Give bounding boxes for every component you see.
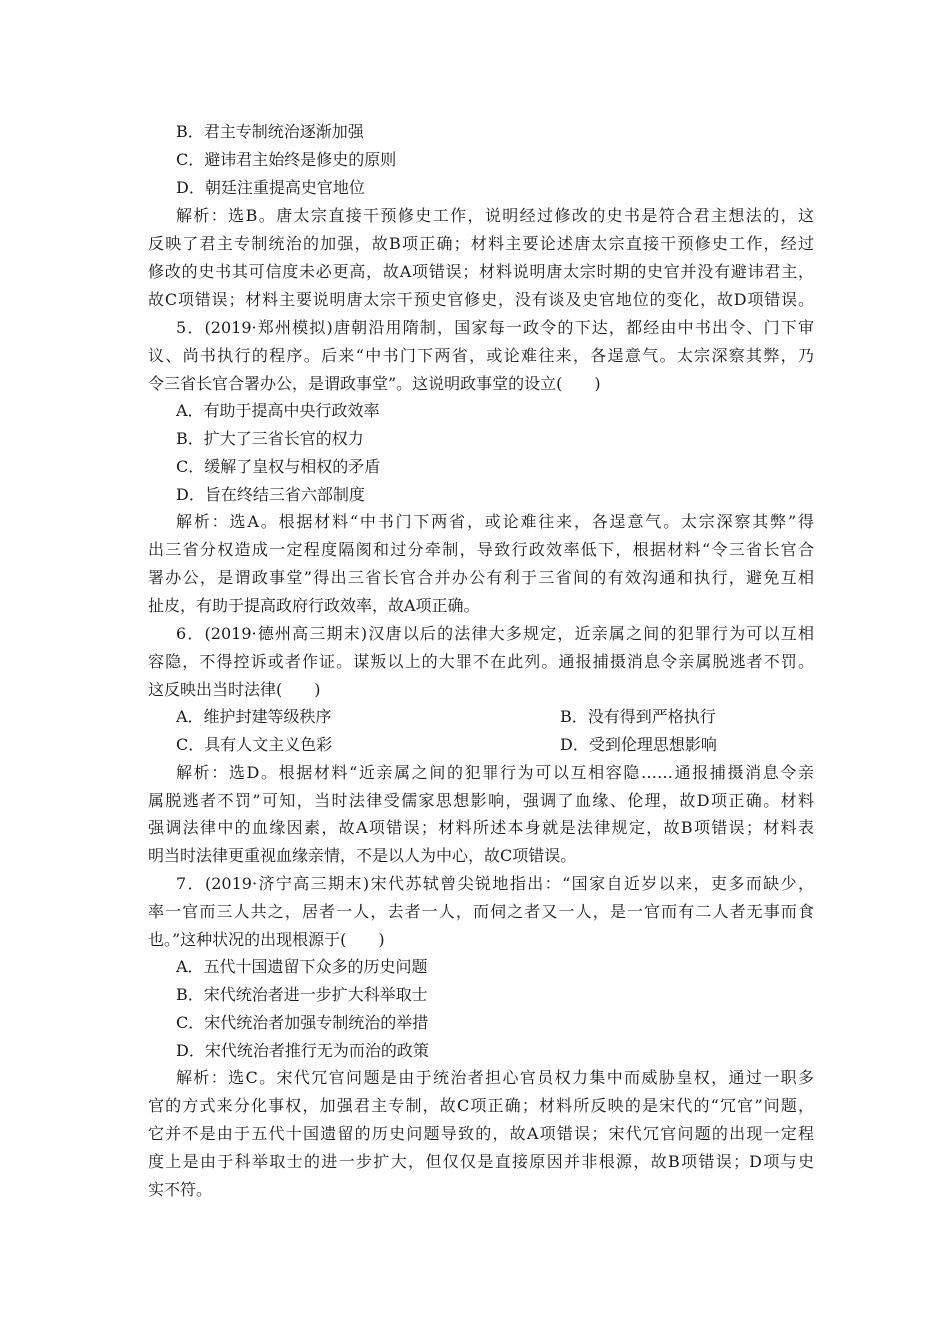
q7-stem-line: 也。”这种状况的出现根源于( ) xyxy=(148,930,385,949)
q4-analysis-line: 修改的史书其可信度未必更高，故A项错误；材料说明唐太宗时期的史官并没有避讳君主， xyxy=(148,262,814,281)
q6-analysis-line: 属脱逃者不罚”可知，当时法律受儒家思想影响，强调了血缘、伦理，故D项正确。材料 xyxy=(148,791,814,810)
q5-option-b: B．扩大了三省长官的权力 xyxy=(176,429,364,448)
q5-stem-line: 令三省长官合署办公，是谓政事堂”。这说明政事堂的设立( ) xyxy=(148,374,601,393)
q5-analysis-line: 扯皮，有助于提高政府行政效率，故A项正确。 xyxy=(148,596,480,615)
q7-stem-line: 率一官而三人共之，居者一人，去者一人，而伺之者又一人，是一官而有二人者无事而食 xyxy=(148,902,814,921)
q6-analysis-line: 明当时法律更重视血缘亲情，不是以人为中心，故C项错误。 xyxy=(148,846,577,865)
q5-analysis-line: 署办公，是谓政事堂”得出三省长官合并办公有利于三省间的有效沟通和执行，避免互相 xyxy=(148,568,814,587)
q5-option-a: A．有助于提高中央行政效率 xyxy=(176,401,380,420)
q7-analysis-line: 官的方式来分化事权，加强君主专制，故C项正确；材料所反映的是宋代的“冗官”问题， xyxy=(148,1096,814,1115)
q7-option-b: B．宋代统治者进一步扩大科举取士 xyxy=(176,985,428,1004)
q5-option-d: D．旨在终结三省六部制度 xyxy=(176,485,365,504)
q6-option-d: D．受到伦理思想影响 xyxy=(560,735,717,754)
q7-analysis-line: 实不符。 xyxy=(148,1180,213,1199)
q6-option-c: C．具有人文主义色彩 xyxy=(176,735,333,754)
q7-analysis-line: 度上是由于科举取士的进一步扩大，但仅仅是直接原因并非根源，故B项错误；D项与史 xyxy=(148,1152,814,1171)
q4-option-d: D．朝廷注重提高史官地位 xyxy=(176,178,365,197)
q5-stem-line: 5．(2019·郑州模拟)唐朝沿用隋制，国家每一政令的下达，都经由中书出令、门下审 xyxy=(176,318,814,337)
q6-analysis-line: 解析：选D。根据材料“近亲属之间的犯罪行为可以互相容隐……通报捕摄消息令亲 xyxy=(176,763,814,782)
q4-analysis-line: 解析：选B。唐太宗直接干预修史工作，说明经过修改的史书是符合君主想法的，这 xyxy=(176,206,814,225)
q7-option-d: D．宋代统治者推行无为而治的政策 xyxy=(176,1041,429,1060)
q6-option-b: B．没有得到严格执行 xyxy=(560,707,716,726)
q6-stem-line: 容隐，不得控诉或者作证。谋叛以上的大罪不在此列。通报捕摄消息令亲属脱逃者不罚。 xyxy=(148,652,814,671)
q5-stem-line: 议、尚书执行的程序。后来“中书门下两省，或论难往来，各逞意气。太宗深察其弊，乃 xyxy=(148,346,814,365)
q7-option-c: C．宋代统治者加强专制统治的举措 xyxy=(176,1013,429,1032)
q7-analysis-line: 它并不是由于五代十国遗留的历史问题导致的，故A项错误；宋代冗官问题的出现一定程 xyxy=(148,1124,814,1143)
q4-analysis-line: 故C项错误；材料主要说明唐太宗干预史官修史，没有谈及史官地位的变化，故D项错误。 xyxy=(148,290,814,309)
q6-stem-line: 这反映出当时法律( ) xyxy=(148,680,321,699)
q7-option-a: A．五代十国遗留下众多的历史问题 xyxy=(176,957,428,976)
q5-analysis-line: 解析：选A。根据材料“中书门下两省，或论难往来，各逞意气。太宗深察其弊”得 xyxy=(176,512,814,531)
q4-option-b: B．君主专制统治逐渐加强 xyxy=(176,122,364,141)
q4-option-c: C．避讳君主始终是修史的原则 xyxy=(176,150,397,169)
q6-option-a: A．维护封建等级秩序 xyxy=(176,707,332,726)
q4-analysis-line: 反映了君主专制统治的加强，故B项正确；材料主要论述唐太宗直接干预修史工作，经过 xyxy=(148,234,814,253)
q7-analysis-line: 解析：选C。宋代冗官问题是由于统治者担心官员权力集中而威胁皇权，通过一职多 xyxy=(176,1068,814,1087)
q7-stem-line: 7．(2019·济宁高三期末)宋代苏轼曾尖锐地指出：“国家自近岁以来，吏多而缺少， xyxy=(176,874,814,893)
q5-option-c: C．缓解了皇权与相权的矛盾 xyxy=(176,457,381,476)
q5-analysis-line: 出三省分权造成一定程度隔阂和过分牵制，导致行政效率低下，根据材料“令三省长官合 xyxy=(148,540,814,559)
q6-analysis-line: 强调法律中的血缘因素，故A项错误；材料所述本身就是法律规定，故B项错误；材料表 xyxy=(148,818,814,837)
q6-stem-line: 6．(2019·德州高三期末)汉唐以后的法律大多规定，近亲属之间的犯罪行为可以互相 xyxy=(176,624,814,643)
